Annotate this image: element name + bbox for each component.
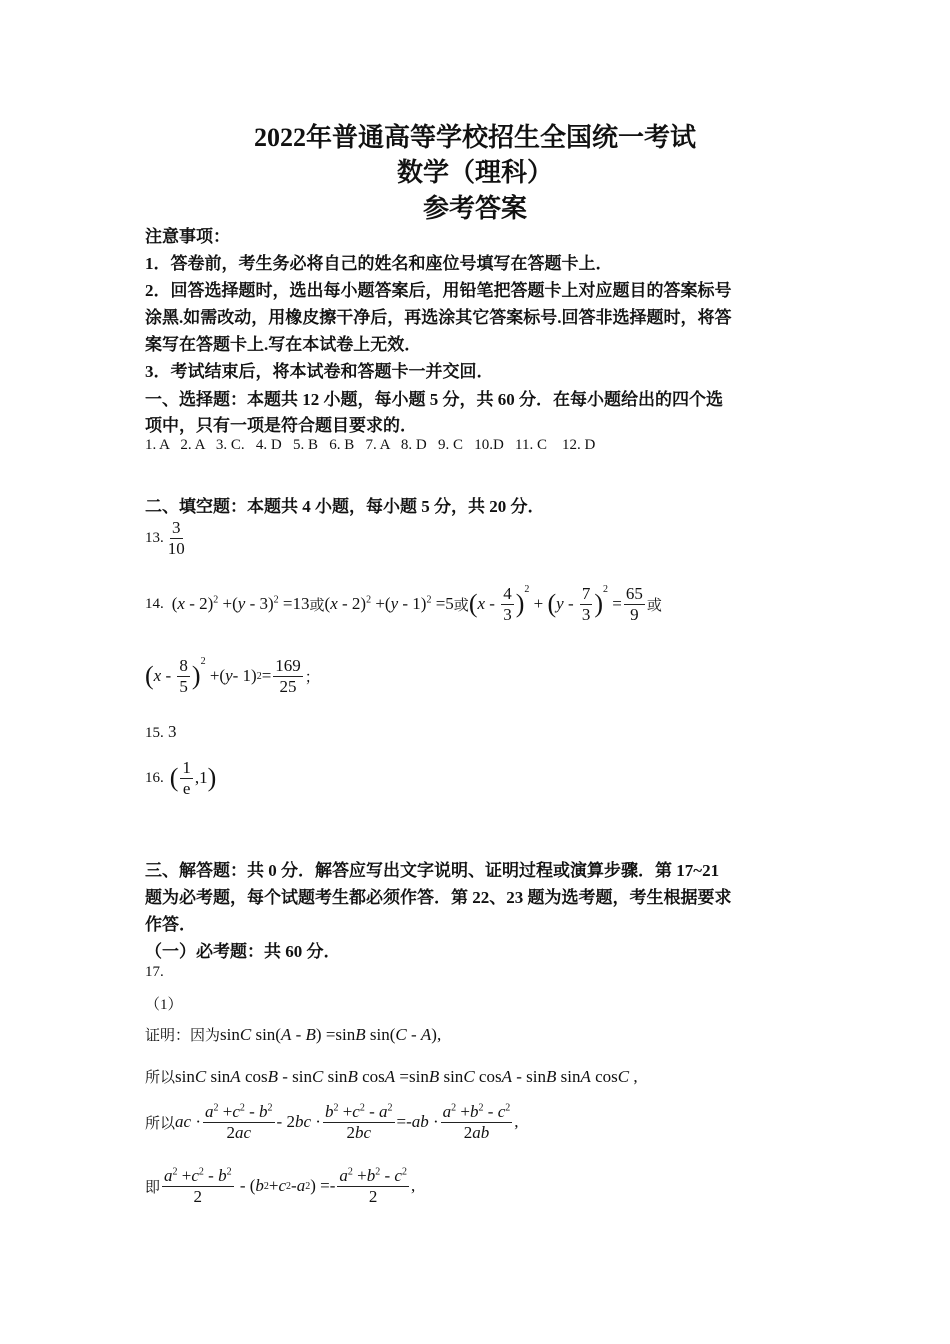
q16-numerator: 1	[182, 758, 191, 777]
q14-equation-3: ( x - $\frac{4}{3}$ ) 2 + ( y - $\frac{7}{3}$ ) 2 = $\frac{65}{9}$	[468, 584, 643, 624]
q14-equation-4: ( x - $\frac{8}{5}$ ) 2 +( y - 1) 2 = $\frac{169}{25}$	[145, 656, 301, 696]
proof-line-1: 证明：因为sinC sin(A - B) =sinB sin(C - A),	[145, 1025, 442, 1044]
so-label-1: 所以	[145, 1070, 176, 1086]
section1-heading-b: 项中，只有一项是符合题目要求的．	[145, 416, 417, 435]
note-3: 3．考试结束后，将本试卷和答题卡一并交回．	[145, 362, 494, 381]
exam-title: 2022年普通高等学校招生全国统一考试	[253, 123, 696, 152]
choice-answers: 1. A 2. A 3. C. 4. D 5. B 6. B 7. A 8. D 9. C 10.D 11. C 12. D	[145, 437, 596, 453]
q14-equation-2: (x - 2)$^2$ +(y - 1)$^2$ =5	[324, 594, 454, 614]
section3-heading-a: 三、解答题：共 0 分．解答应写出文字说明、证明过程或演算步骤．第 17~21	[145, 861, 720, 880]
exam-subject: 数学（理科）	[396, 158, 553, 187]
note-2a: 2．回答选择题时，选出每小题答案后，用铅笔把答题卡上对应题目的答案标号	[145, 281, 732, 300]
q15-value: 3	[168, 722, 177, 741]
notes-heading: 注意事项：	[145, 227, 230, 246]
q14-label: 14.	[145, 595, 164, 612]
proof-line-3: 所以 ac · $\frac{a^2 +c^2 - b^2}{2ac}$ - 2 bc · $\frac{b^2 +c^2 - a^2}{2bc}$ =- ab · $\frac{a^2 +b^2 - c^2}{2ab}$ ,	[145, 1102, 519, 1142]
q16-denominator: e	[182, 778, 191, 798]
q14-answer-line2	[145, 656, 320, 696]
q13-label: 13.	[145, 529, 164, 546]
section3-heading-b: 题为必考题，每个试题考生都必须作答．第 22、23 题为选考题，考生根据要求	[145, 888, 732, 907]
section2-heading: 二、填空题：本题共 4 小题，每小题 5 分，共 20 分．	[145, 497, 545, 516]
q13-denominator: 10	[167, 538, 185, 558]
answer-key-title: 参考答案	[422, 194, 527, 223]
ie-label: 即	[145, 1179, 161, 1196]
q14-end: ；	[304, 669, 320, 686]
q16-label: 16.	[145, 769, 164, 786]
section3-heading-c: 作答．	[145, 915, 196, 934]
so-label-2: 所以	[145, 1115, 176, 1132]
q14-or-1: 或	[309, 597, 325, 614]
q16-fraction	[180, 758, 193, 798]
q13-numerator: 3	[172, 518, 181, 537]
q14-or-3: 或	[646, 597, 662, 614]
required-part-heading: （一）必考题：共 60 分．	[145, 942, 341, 961]
q14-answer-line1	[145, 584, 662, 624]
proof-line-2: 所以sinC sinA cosB - sinC sinB cosA =sinB sinC cosA - sinB sinA cosC ,	[145, 1067, 638, 1086]
q17-sub1: （1）	[145, 997, 183, 1013]
proof-label: 证明：因为	[145, 1028, 221, 1044]
q13-answer	[145, 518, 189, 558]
q14-equation-1: (x - 2)$^2$ +(y - 3)$^2$ =13	[171, 594, 310, 614]
q14-or-2: 或	[453, 597, 469, 614]
q16-rest: ,1	[194, 768, 208, 788]
q15-answer	[145, 722, 177, 742]
note-2c: 案写在答题卡上.写在本试卷上无效．	[145, 335, 422, 354]
note-1: 1．答卷前，考生务必将自己的姓名和座位号填写在答题卡上．	[145, 254, 613, 273]
note-2b: 涂黑.如需改动，用橡皮擦干净后，再选涂其它答案标号.回答非选择题时，将答	[145, 308, 732, 327]
q13-fraction	[166, 518, 187, 558]
q15-label: 15.	[145, 725, 164, 741]
q17-label: 17.	[145, 964, 164, 980]
section1-heading-a: 一、选择题：本题共 12 小题，每小题 5 分，共 60 分．在每小题给出的四个选	[145, 390, 723, 409]
proof-line-4: 即 $\frac{a^2 +c^2 - b^2}{2}$ - ( b 2 + c 2 - a 2 ) =- $\frac{a^2 +b^2 - c^2}{2}$ ,	[145, 1166, 416, 1206]
q16-answer: 16. ( $\frac{1}{e}$ ,1 )	[145, 758, 217, 798]
